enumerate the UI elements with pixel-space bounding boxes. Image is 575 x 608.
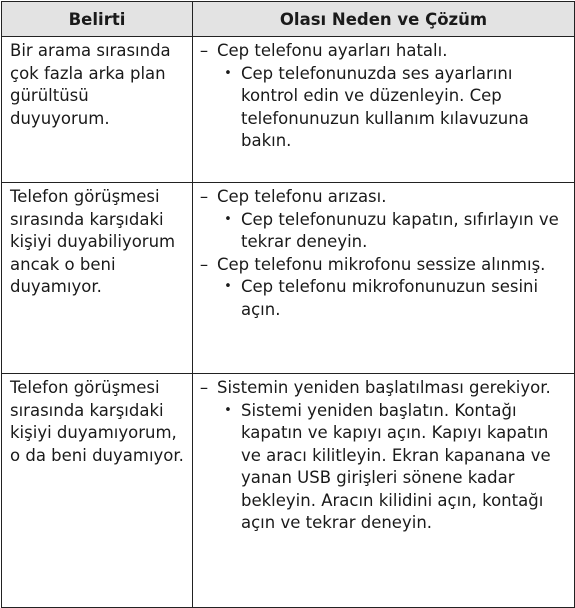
troubleshooting-table bbox=[1, 1, 575, 608]
fix-text: Cep telefonu mikrofonunuzun sesini açın. bbox=[241, 277, 539, 319]
fix-item bbox=[217, 209, 566, 254]
fix-text: Sistemi yeniden başlatın. Kontağı kapatın ve kapıyı açın. Kapıyı kapatın ve aracı kilitleyin. Ekran kapanana ve yanan USB girişleri sönene kadar bekleyin. Aracın kilidini açın, kontağı açın ve tekrar deneyin. bbox=[241, 400, 551, 532]
fix-text: Cep telefonunuzu kapatın, sıfırlayın ve tekrar deneyin. bbox=[241, 209, 559, 251]
solution-cell bbox=[193, 374, 575, 608]
cause-text: Cep telefonu arızası. bbox=[217, 187, 387, 206]
cause-text: Cep telefonu mikrofonu sessize alınmış. bbox=[217, 254, 546, 274]
fix-item bbox=[217, 276, 566, 321]
fix-text: Cep telefonunuzda ses ayarlarını kontrol edin ve düzenleyin. Cep telefonunuzun kullanım kılavuzuna bakın. bbox=[241, 63, 529, 150]
table-header-row bbox=[2, 2, 575, 37]
symptom-cell: Bir arama sırasında çok fazla arka plan gürültüsü duyuyorum. bbox=[2, 37, 193, 183]
cause-item bbox=[193, 254, 566, 277]
dash-marker: – bbox=[199, 41, 209, 60]
table-row bbox=[2, 37, 575, 183]
fix-item bbox=[217, 63, 566, 153]
table-row bbox=[2, 183, 575, 374]
bullet-marker: • bbox=[224, 402, 232, 418]
symptom-cell: Telefon görüşmesi sırasında karşıdaki kişiyi duyamıyorum, o da beni duyamıyor. bbox=[2, 374, 193, 608]
bullet-marker: • bbox=[224, 279, 232, 294]
cause-text: Sistemin yeniden başlatılması gerekiyor. bbox=[217, 378, 551, 397]
cause-item bbox=[193, 186, 566, 209]
table-row bbox=[2, 374, 575, 608]
fix-item bbox=[217, 400, 566, 535]
bullet-marker: • bbox=[224, 65, 232, 81]
dash-marker: – bbox=[199, 187, 209, 206]
bullet-marker: • bbox=[224, 211, 232, 227]
dash-marker: – bbox=[199, 254, 209, 274]
header-cause-solution: Olası Neden ve Çözüm bbox=[193, 2, 575, 37]
header-symptom: Belirti bbox=[2, 2, 193, 37]
cause-item bbox=[193, 40, 566, 63]
symptom-cell: Telefon görüşmesi sırasında karşıdaki kişiyi duyabiliyorum ancak o beni duyamıyor. bbox=[2, 183, 193, 374]
solution-cell bbox=[193, 37, 575, 183]
dash-marker: – bbox=[199, 378, 209, 397]
solution-cell bbox=[193, 183, 575, 374]
cause-item bbox=[193, 377, 566, 400]
cause-text: Cep telefonu ayarları hatalı. bbox=[217, 41, 448, 60]
